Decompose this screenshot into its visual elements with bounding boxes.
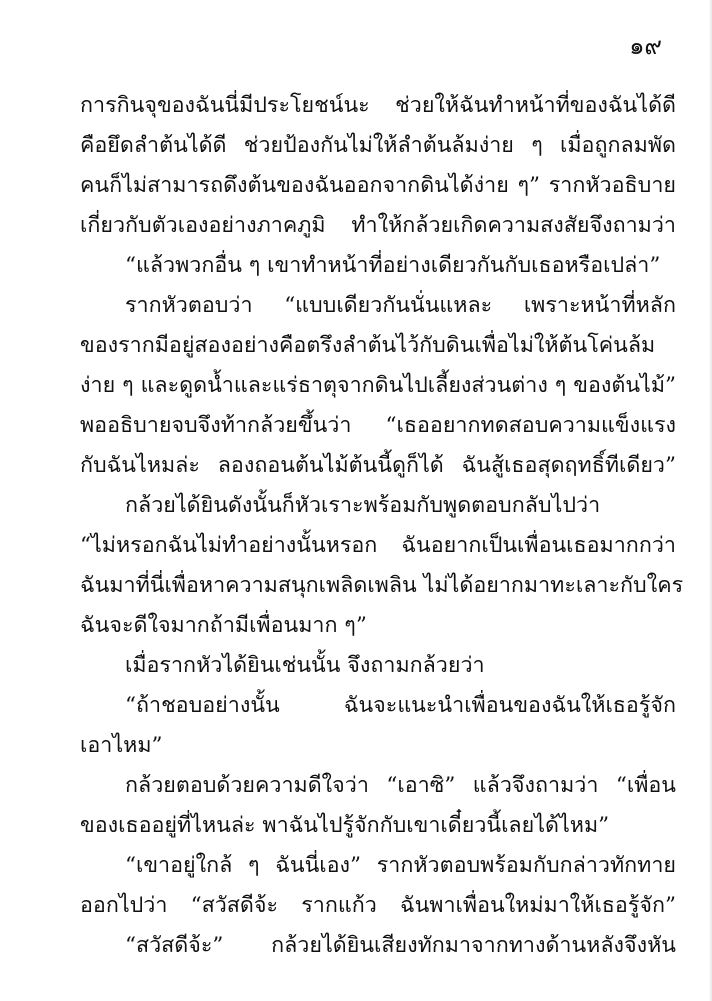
text-line: ฉันจะดีใจมากถ้ามีเพื่อนมาก ๆ”: [80, 613, 367, 638]
text-line: กล้วยได้ยินดังนั้นก็หัวเราะพร้อมกับพูดตอบกลับไปว่า: [125, 493, 601, 518]
text-line: รากหัวตอบว่า “แบบเดียวกันนั่นแหละ เพราะหน้าที่หลัก: [125, 293, 676, 318]
text-line: ง่าย ๆ และดูดน้ำและแร่ธาตุจากดินไปเลี้ยงส่วนต่าง ๆ ของต้นไม้”: [80, 373, 676, 398]
text-line: “ถ้าชอบอย่างนั้น ฉันจะแนะนำเพื่อนของฉันให้เธอรู้จัก: [125, 693, 676, 718]
body-text: [80, 86, 684, 966]
text-line: ฉันมาที่นี่เพื่อหาความสนุกเพลิดเพลิน ไม่ได้อยากมาทะเลาะกับใคร: [80, 573, 684, 598]
text-line: “เขาอยู่ใกล้ ๆ ฉันนี่เอง” รากหัวตอบพร้อมกับกล่าวทักทาย: [125, 853, 676, 878]
text-line: การกินจุของฉันนี่มีประโยชน์นะ ช่วยให้ฉันทำหน้าที่ของฉันได้ดี: [80, 93, 676, 118]
text-line: คือยึดลำต้นได้ดี ช่วยป้องกันไม่ให้ลำต้นล้มง่าย ๆ เมื่อถูกลมพัด: [80, 133, 676, 158]
text-line: เอาไหม”: [80, 733, 163, 758]
text-line: ของรากมีอยู่สองอย่างคือตรึงลำต้นไว้กับดินเพื่อไม่ให้ต้นโค่นล้ม: [80, 333, 656, 358]
text-line: เกี่ยวกับตัวเองอย่างภาคภูมิ ทำให้กล้วยเกิดความสงสัยจึงถามว่า: [80, 213, 676, 238]
text-line: “แล้วพวกอื่น ๆ เขาทำหน้าที่อย่างเดียวกันกับเธอหรือเปล่า”: [125, 253, 661, 278]
text-line: กับฉันไหมล่ะ ลองถอนต้นไม้ต้นนี้ดูก็ได้ ฉันสู้เธอสุดฤทธิ์ทีเดียว”: [80, 453, 676, 478]
page-number: ๑๙: [629, 32, 662, 60]
text-line: ของเธออยู่ที่ไหนล่ะ พาฉันไปรู้จักกับเขาเดี๋ยวนี้เลยได้ไหม”: [80, 813, 610, 838]
text-line: ออกไปว่า “สวัสดีจ้ะ รากแก้ว ฉันพาเพื่อนใหม่มาให้เธอรู้จัก”: [80, 893, 676, 918]
text-line: “ไม่หรอกฉันไม่ทำอย่างนั้นหรอก ฉันอยากเป็นเพื่อนเธอมากกว่า: [80, 533, 676, 558]
text-line: เมื่อรากหัวได้ยินเช่นนั้น จึงถามกล้วยว่า: [125, 653, 485, 678]
text-line: พออธิบายจบจึงท้ากล้วยขึ้นว่า “เธออยากทดสอบความแข็งแรง: [80, 413, 676, 438]
text-line: กล้วยตอบด้วยความดีใจว่า “เอาซิ” แล้วจึงถามว่า “เพื่อน: [125, 773, 676, 798]
text-line: “สวัสดีจ้ะ” กล้วยได้ยินเสียงทักมาจากทางด้านหลังจึงหัน: [125, 933, 676, 958]
text-line: คนก็ไม่สามารถดึงต้นของฉันออกจากดินได้ง่าย ๆ” รากหัวอธิบาย: [80, 173, 676, 198]
